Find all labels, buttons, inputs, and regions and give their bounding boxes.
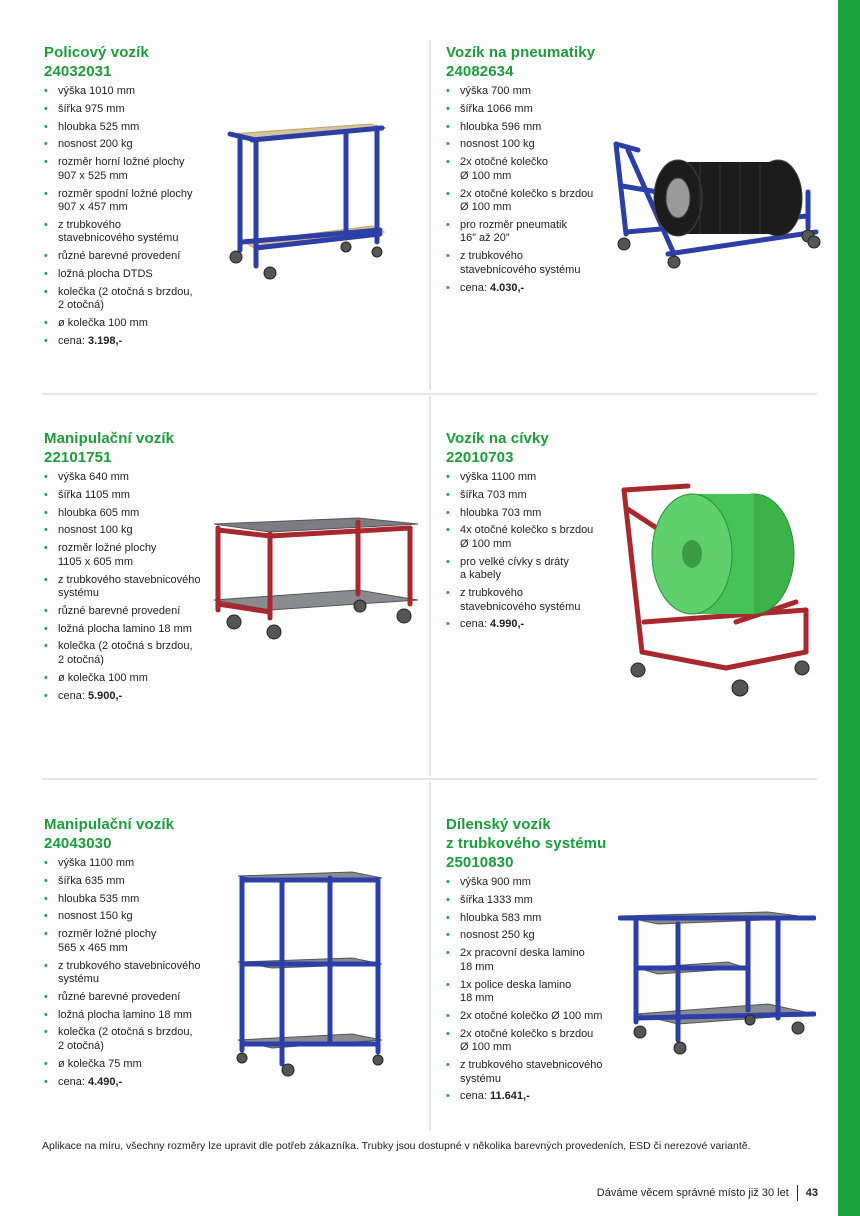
handling-cart-image [210,514,422,642]
spec-list [446,85,626,295]
spec-item: • nosnost 100 kg [44,524,224,538]
spec-item: • rozměr spodní ložné plochy 907 x 457 mm [44,188,224,215]
spec-item: • 2x otočné kolečko s brzdou Ø 100 mm [446,1028,626,1055]
spec-item: • různé barevné provedení [44,250,224,264]
spec-item: • rozměr ložné plochy 565 x 465 mm [44,928,224,955]
spec-item: • ložná plocha lamino 18 mm [44,623,224,637]
spec-item: • ø kolečka 100 mm [44,317,224,331]
spec-item: • hloubka 596 mm [446,121,626,135]
spec-item: • pro velké cívky s dráty a kabely [446,556,626,583]
spec-item: • 2x otočné kolečko s brzdou Ø 100 mm [446,188,626,215]
product-code: 22010703 [446,449,514,466]
spec-item: • nosnost 150 kg [44,910,224,924]
price-label: cena: [58,334,88,347]
spec-item: • hloubka 535 mm [44,893,224,907]
price-label: cena: [460,281,490,294]
spec-item: • hloubka 583 mm [446,912,626,926]
spec-item: • ø kolečka 75 mm [44,1058,224,1072]
spec-item: • hloubka 525 mm [44,121,224,135]
product-card [446,815,626,1108]
spec-list [44,471,224,703]
spec-item: • šířka 703 mm [446,489,626,503]
page-number: 43 [805,1187,818,1199]
product-title: Manipulační vozík [44,430,175,447]
price-value: 4.030,- [489,281,525,294]
price-item [44,690,224,704]
spec-item: • kolečka (2 otočná s brzdou, 2 otočná) [44,640,224,667]
spec-item: • ložná plocha DTDS [44,268,224,282]
price-label: cena: [460,618,490,631]
spec-item: • různé barevné provedení [44,991,224,1005]
shelf-trolley-image [232,868,388,1082]
spec-item: • 2x pracovní deska lamino 18 mm [446,947,626,974]
spec-item: • rozměr ložné plochy 1105 x 605 mm [44,542,224,569]
product-title: Vozík na cívky [446,430,549,447]
spec-item: • výška 1100 mm [44,857,224,871]
spec-item: • rozměr horní ložné plochy 907 x 525 mm [44,156,224,183]
spec-list [44,85,224,349]
product-code: 25010830 [446,854,514,871]
spec-item: • ø kolečka 100 mm [44,672,224,686]
spec-item: • nosnost 100 kg [446,138,626,152]
spec-item: • šířka 1066 mm [446,103,626,117]
spec-item: • z trubkového stavebnicového systému [446,250,626,277]
green-side-bar [838,0,860,1216]
product-title: Dílenský vozík z trubkového systému [446,816,607,852]
spec-item: • 2x otočné kolečko Ø 100 mm [446,1010,626,1024]
product-card [44,43,224,353]
spec-item: • kolečka (2 otočná s brzdou, 2 otočná) [44,286,224,313]
price-value: 5.900,- [87,689,123,702]
price-item [44,335,224,349]
spec-item: • 1x police deska lamino 18 mm [446,979,626,1006]
spec-list [446,876,626,1104]
spec-item: • výška 700 mm [446,85,626,99]
column-divider [429,781,431,1131]
row-divider [42,393,817,395]
column-divider [429,40,431,390]
spec-item: • šířka 1105 mm [44,489,224,503]
product-code: 24032031 [44,63,112,80]
spec-item: • výška 640 mm [44,471,224,485]
footer-slogan: Dáváme věcem správné místo již 30 let [596,1187,789,1199]
product-title: Manipulační vozík [44,816,175,833]
row-divider [42,778,817,780]
spec-item: • šířka 635 mm [44,875,224,889]
spec-item: • ložná plocha lamino 18 mm [44,1009,224,1023]
column-divider [429,396,431,776]
spec-item: • hloubka 703 mm [446,507,626,521]
price-label: cena: [460,1090,490,1103]
price-item [44,1076,224,1090]
spec-item: • z trubkového stavebnicového systému [446,1059,626,1086]
product-code: 24043030 [44,835,112,852]
spec-item: • z trubkového stavebnicového systému [446,587,626,614]
product-code: 24082634 [446,63,514,80]
spec-item: • pro rozměr pneumatik 16” až 20” [446,219,626,246]
spec-item: • hloubka 605 mm [44,507,224,521]
product-card [446,43,626,299]
page-footer [597,1185,818,1201]
spec-item: • z trubkového stavebnicového systému [44,960,224,987]
spec-item: • 2x otočné kolečko Ø 100 mm [446,156,626,183]
product-title: Policový vozík [44,44,149,61]
price-item [446,618,626,632]
spec-item: • kolečka (2 otočná s brzdou, 2 otočná) [44,1026,224,1053]
spec-item: • výška 1010 mm [44,85,224,99]
price-value: 11.641,- [489,1090,530,1103]
price-value: 4.990,- [489,618,525,631]
footnote: Aplikace na míru, všechny rozměry lze upravit dle potřeb zákazníka. Trubky jsou dostupné v několika barevných provedeních, ESD či nerezové variantě. [42,1140,751,1152]
spec-item: • různé barevné provedení [44,605,224,619]
spec-item: • z trubkového stavebnicového systému [44,574,224,601]
product-card [44,429,224,707]
price-value: 4.490,- [87,1075,123,1088]
price-item [446,282,626,296]
spec-list [44,857,224,1089]
product-card [44,815,224,1093]
product-card [446,429,626,636]
spec-item: • šířka 1333 mm [446,894,626,908]
spec-item: • šířka 975 mm [44,103,224,117]
spec-item: • nosnost 250 kg [446,929,626,943]
tire-cart-image [608,136,826,272]
spec-item: • 4x otočné kolečko s brzdou Ø 100 mm [446,524,626,551]
spec-list [446,471,626,632]
spec-item: • výška 1100 mm [446,471,626,485]
spec-item: • z trubkového stavebnicového systému [44,219,224,246]
price-label: cena: [58,689,88,702]
shelf-cart-image [222,120,394,285]
workshop-cart-image [618,910,816,1056]
footer-divider [797,1185,798,1201]
spool-cart-image [616,482,816,700]
price-label: cena: [58,1075,88,1088]
product-title: Vozík na pneumatiky [446,44,596,61]
spec-item: • výška 900 mm [446,876,626,890]
price-value: 3.198,- [87,334,123,347]
product-code: 22101751 [44,449,112,466]
price-item [446,1090,626,1104]
spec-item: • nosnost 200 kg [44,138,224,152]
